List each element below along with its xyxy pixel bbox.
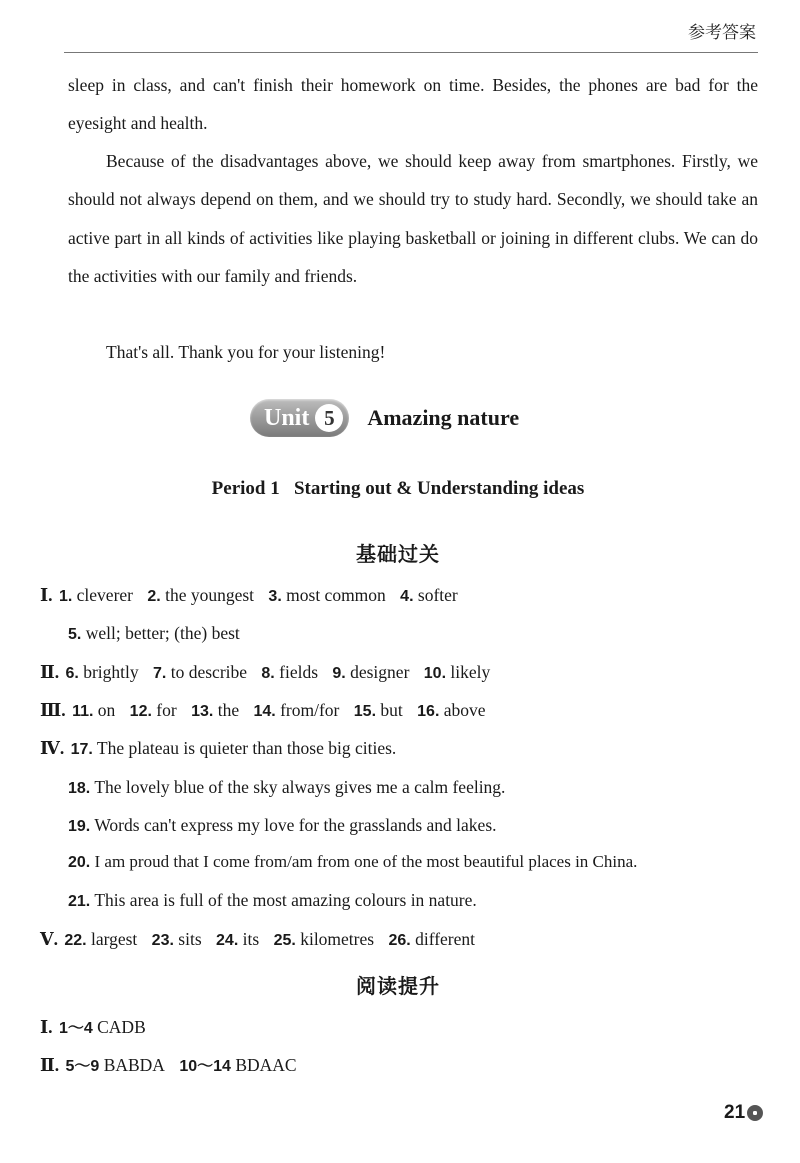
answer-text: kilometres — [300, 929, 375, 949]
item-number: 13. — [191, 703, 214, 720]
reading-answer-I — [40, 1015, 146, 1038]
answer-text: This area is full of the most amazing colours in nature. — [94, 890, 477, 910]
item-number: 3. — [268, 588, 282, 605]
answer-text: fields — [279, 662, 319, 682]
item-number: 9. — [332, 665, 346, 682]
answer-line-IV-20 — [68, 852, 637, 872]
page-number — [724, 1102, 763, 1124]
answer-text: above — [443, 700, 486, 720]
answer-text: well; better; (the) best — [85, 623, 240, 643]
answer-text: Words can't express my love for the grasslands and lakes. — [94, 815, 497, 835]
item-number: 4. — [400, 588, 414, 605]
answer-text: The lovely blue of the sky always gives me a calm feeling. — [94, 777, 506, 797]
unit-number: 5 — [315, 404, 343, 432]
section-title-basics: 基础过关 — [356, 542, 440, 566]
answer-text: for — [156, 700, 177, 720]
answer-line-II — [40, 662, 490, 683]
answer-line-III — [40, 700, 486, 721]
item-number: 17. — [70, 741, 93, 758]
item-number: 24. — [216, 932, 239, 949]
answer-text: largest — [90, 929, 138, 949]
roman-numeral: Ⅱ. — [40, 662, 60, 682]
answer-line-I-cont — [68, 623, 240, 644]
answer-text: the youngest — [165, 585, 255, 605]
essay-paragraph-2: Because of the disadvantages above, we should keep away from smartphones. Firstly, we should not always depend on them, and we should try to study hard. Secondly, we should take an active part in all kinds of activities like playing basketball or joining in different clubs. We can do the activities with our family and friends. — [68, 151, 758, 287]
page-number-text: 21 — [724, 1102, 746, 1123]
item-range: 1～4 — [58, 1020, 93, 1037]
item-number: 11. — [72, 703, 94, 720]
answer-text: CADB — [97, 1017, 146, 1037]
item-range: 5～9 — [65, 1058, 100, 1075]
item-number: 18. — [68, 780, 91, 797]
item-number: 12. — [129, 703, 152, 720]
answer-text: The plateau is quieter than those big cities. — [96, 738, 397, 758]
roman-numeral: Ⅰ. — [40, 585, 53, 605]
answer-line-IV-19 — [68, 815, 497, 836]
item-number: 2. — [147, 588, 161, 605]
page-dot-icon — [747, 1105, 763, 1121]
item-number: 19. — [68, 818, 91, 835]
answer-line-IV-18 — [68, 777, 505, 798]
answer-line-I — [40, 585, 458, 606]
unit-label: Unit — [264, 404, 310, 431]
roman-numeral: Ⅰ. — [40, 1017, 53, 1037]
answer-text: the — [217, 700, 240, 720]
item-number: 22. — [64, 932, 87, 949]
essay-paragraph-1: sleep in class, and can't finish their homework on time. Besides, the phones are bad for the eyesight and health. — [68, 75, 758, 134]
section-title-reading: 阅读提升 — [356, 974, 440, 998]
item-range: 10～14 — [179, 1058, 231, 1075]
item-number: 6. — [65, 665, 79, 682]
item-number: 5. — [68, 626, 82, 643]
answer-text: different — [415, 929, 476, 949]
answer-text: brightly — [83, 662, 139, 682]
answer-text: likely — [450, 662, 491, 682]
answer-text: its — [242, 929, 260, 949]
item-number: 8. — [261, 665, 275, 682]
item-number: 20. — [68, 854, 91, 871]
unit-banner — [250, 398, 519, 438]
answer-text: sits — [178, 929, 202, 949]
header-label: 参考答案 — [688, 23, 756, 43]
item-number: 26. — [388, 932, 411, 949]
item-number: 25. — [273, 932, 296, 949]
answer-line-IV-17 — [40, 738, 396, 759]
answer-text: I am proud that I come from/am from one of the most beautiful places in China. — [94, 852, 638, 871]
answer-text: BDAAC — [235, 1055, 297, 1075]
answer-text: designer — [350, 662, 410, 682]
header-divider — [64, 52, 758, 53]
answer-line-V — [40, 929, 475, 950]
item-number: 16. — [417, 703, 440, 720]
item-number: 7. — [153, 665, 167, 682]
item-number: 15. — [353, 703, 377, 720]
answer-text: cleverer — [76, 585, 133, 605]
roman-numeral: Ⅳ. — [40, 738, 65, 758]
item-number: 14. — [253, 703, 276, 720]
period-title: Period 1 Starting out & Understanding ideas — [211, 478, 585, 499]
unit-badge — [250, 399, 349, 437]
answer-text: softer — [417, 585, 458, 605]
answer-text: most common — [286, 585, 386, 605]
answer-text: from/for — [280, 700, 340, 720]
unit-title: Amazing nature — [367, 405, 520, 430]
roman-numeral: Ⅱ. — [40, 1055, 60, 1075]
answer-text: to describe — [170, 662, 248, 682]
roman-numeral: Ⅲ. — [40, 700, 66, 720]
reading-answer-II — [40, 1053, 297, 1076]
answer-text: BABDA — [103, 1055, 165, 1075]
roman-numeral: Ⅴ. — [40, 929, 58, 949]
answer-line-IV-21 — [68, 890, 477, 911]
item-number: 1. — [58, 588, 73, 605]
item-number: 10. — [423, 665, 447, 682]
answer-text: but — [380, 700, 403, 720]
answer-text: on — [97, 700, 116, 720]
essay-paragraph-3: That's all. Thank you for your listening! — [106, 342, 386, 362]
item-number: 21. — [68, 893, 91, 910]
item-number: 23. — [151, 932, 174, 949]
